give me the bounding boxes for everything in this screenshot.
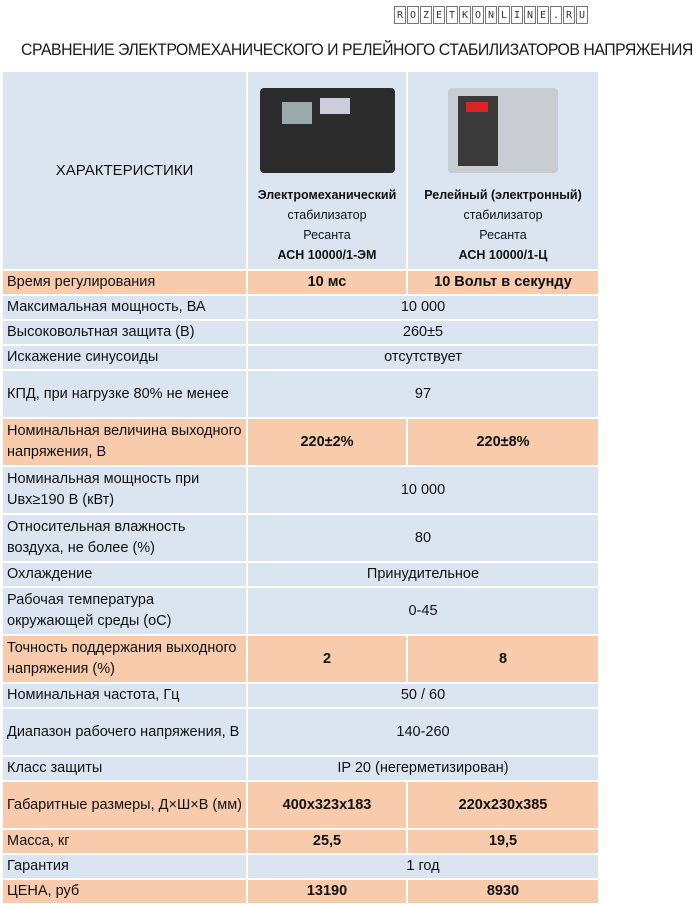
row-value-2: 10 Вольт в секунду (407, 270, 599, 295)
row-label: Высоковольтная защита (В) (2, 320, 247, 345)
row-value: 10 000 (247, 466, 599, 514)
logo-letter: K (459, 6, 471, 24)
row-label: Номинальная частота, Гц (2, 683, 247, 708)
row-label: Время регулирования (2, 270, 247, 295)
comparison-table (1, 70, 600, 905)
row-value-1: 13190 (247, 879, 407, 904)
table-row (2, 295, 599, 320)
row-label: Диапазон рабочего напряжения, В (2, 708, 247, 756)
row-value: IP 20 (негерметизирован) (247, 756, 599, 781)
product1-brand: Ресанта (303, 228, 351, 242)
logo-letter: O (472, 6, 484, 24)
row-label: Максимальная мощность, ВА (2, 295, 247, 320)
row-value-1: 2 (247, 635, 407, 683)
row-value: 50 / 60 (247, 683, 599, 708)
row-value: 80 (247, 514, 599, 562)
row-label: Искажение синусоиды (2, 345, 247, 370)
row-value: 260±5 (247, 320, 599, 345)
product1-kind: стабилизатор (287, 208, 367, 222)
characteristics-header: ХАРАКТЕРИСТИКИ (2, 71, 247, 270)
row-label: Гарантия (2, 854, 247, 879)
row-value: 97 (247, 370, 599, 418)
row-label: Габаритные размеры, Д×Ш×В (мм) (2, 781, 247, 829)
row-value-1: 10 мс (247, 270, 407, 295)
row-value: 0-45 (247, 587, 599, 635)
row-value: отсутствует (247, 345, 599, 370)
row-label: Рабочая температура окружающей среды (оС) (2, 587, 247, 635)
row-value: 10 000 (247, 295, 599, 320)
table-row (2, 635, 599, 683)
row-label: Точность поддержания выходного напряжения (%) (2, 635, 247, 683)
logo-letter: Z (420, 6, 432, 24)
logo-letter: I (511, 6, 523, 24)
row-label: КПД, при нагрузке 80% не менее (2, 370, 247, 418)
row-value-2: 220x230x385 (407, 781, 599, 829)
table-row (2, 514, 599, 562)
table-row (2, 756, 599, 781)
table-row (2, 370, 599, 418)
row-label: Номинальная мощность при Uвх≥190 В (кВт) (2, 466, 247, 514)
relay-stabilizer-image (448, 88, 558, 173)
table-row (2, 320, 599, 345)
site-logo (394, 6, 588, 26)
row-label: Охлаждение (2, 562, 247, 587)
logo-letter: . (550, 6, 562, 24)
table-row (2, 466, 599, 514)
table-row (2, 270, 599, 295)
row-label: ЦЕНА, руб (2, 879, 247, 904)
table-row (2, 587, 599, 635)
row-value-1: 25,5 (247, 829, 407, 854)
row-value-2: 8 (407, 635, 599, 683)
table-row (2, 562, 599, 587)
table-row (2, 829, 599, 854)
logo-letter: N (524, 6, 536, 24)
table-row (2, 345, 599, 370)
logo-letter: O (407, 6, 419, 24)
product2-type: Релейный (электронный) (424, 188, 582, 202)
product2-model: АСН 10000/1-Ц (458, 248, 548, 262)
logo-letter: R (563, 6, 575, 24)
row-label: Масса, кг (2, 829, 247, 854)
product2-header (407, 71, 599, 270)
logo-letter: E (537, 6, 549, 24)
logo-letter: R (394, 6, 406, 24)
table-row (2, 683, 599, 708)
row-label: Относительная влажность воздуха, не более (%) (2, 514, 247, 562)
table-row (2, 781, 599, 829)
row-value-2: 19,5 (407, 829, 599, 854)
product1-type: Электромеханический (257, 188, 397, 202)
electromechanical-stabilizer-image (260, 88, 395, 173)
logo-letter: L (498, 6, 510, 24)
header-row (2, 71, 599, 270)
logo-letter: T (446, 6, 458, 24)
row-value-1: 400x323x183 (247, 781, 407, 829)
product1-header (247, 71, 407, 270)
row-value-2: 8930 (407, 879, 599, 904)
row-value-2: 220±8% (407, 418, 599, 466)
product1-model: АСН 10000/1-ЭМ (277, 248, 377, 262)
product2-kind: стабилизатор (463, 208, 543, 222)
row-label: Класс защиты (2, 756, 247, 781)
logo-letter: N (485, 6, 497, 24)
logo-letter: E (433, 6, 445, 24)
row-value: Принудительное (247, 562, 599, 587)
table-row (2, 708, 599, 756)
table-row (2, 854, 599, 879)
row-label: Номинальная величина выходного напряжения, В (2, 418, 247, 466)
row-value: 1 год (247, 854, 599, 879)
row-value: 140-260 (247, 708, 599, 756)
page-title: СРАВНЕНИЕ ЭЛЕКТРОМЕХАНИЧЕСКОГО И РЕЛЕЙНОГО СТАБИЛИЗАТОРОВ НАПРЯЖЕНИЯ (21, 40, 693, 59)
logo-letter: U (576, 6, 588, 24)
product2-brand: Ресанта (479, 228, 527, 242)
table-row (2, 418, 599, 466)
row-value-1: 220±2% (247, 418, 407, 466)
table-row (2, 879, 599, 904)
